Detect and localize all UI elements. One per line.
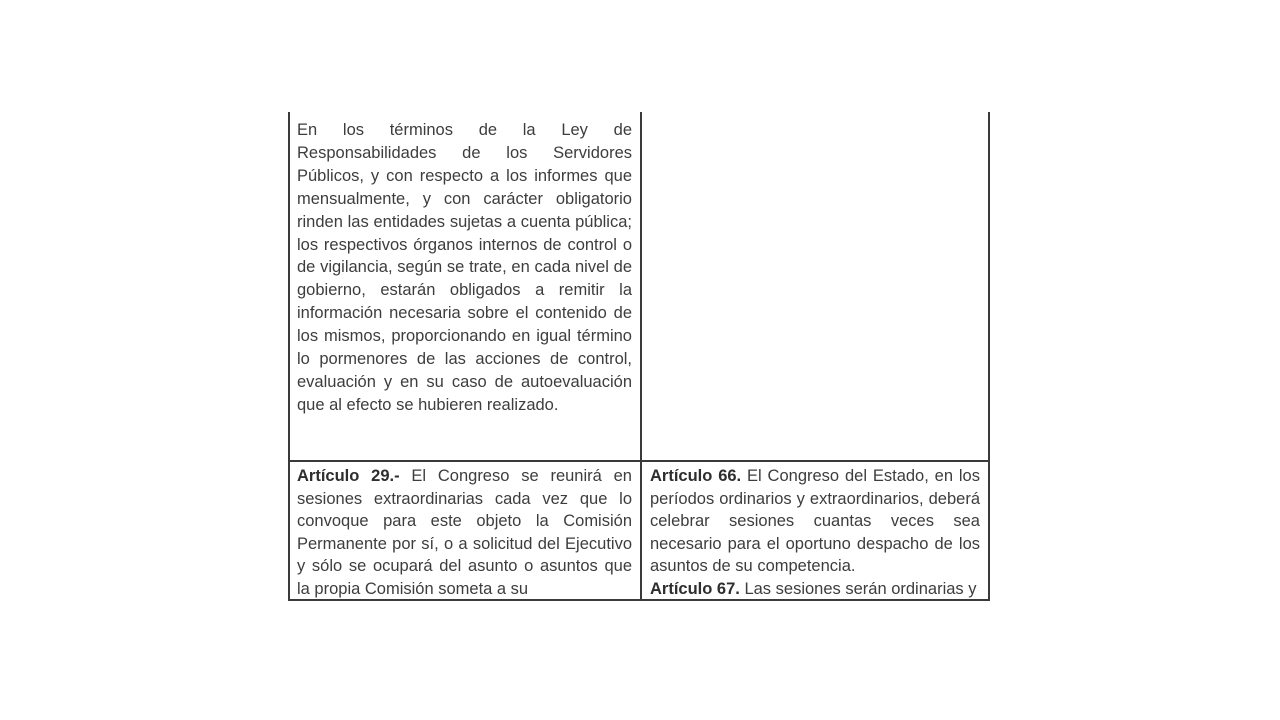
paragraph-articulo-67 [650, 578, 980, 599]
table-cell-right-articulos-66-67 [642, 462, 988, 599]
paragraph-responsabilidades [297, 119, 632, 417]
comparison-table [288, 112, 990, 601]
article-label: Artículo 29.- [297, 467, 400, 485]
paragraph-body: En los términos de la Ley de Responsabilidades de los Servidores Públicos, y con respecto a los informes que mensualmente, y con carácter obligatorio rinden las entidades sujetas a cuenta pública; los respectivos órganos internos de control o de vigilancia, según se trate, en cada nivel de gobierno, estarán obligados a remitir la información necesaria sobre el contenido de los mismos, proporcionando en igual término lo pormenores de las acciones de control, evaluación y en su caso de autoevaluación que al efecto se hubieren realizado. [297, 121, 632, 414]
paragraph-articulo-66 [650, 465, 980, 578]
article-label: Artículo 66. [650, 467, 742, 485]
table-row [290, 112, 988, 462]
table-cell-left-articulo-29 [290, 462, 642, 599]
table-row [290, 462, 988, 599]
paragraph-body: El Congreso del Estado, en los períodos ordinarios y extraordinarios, deberá celebrar sesiones cuantas veces sea necesario para el oportuno despacho de los asuntos de su competencia. [650, 467, 980, 576]
table-cell-right-empty [642, 112, 988, 460]
paragraph-body: Las sesiones serán ordinarias y [744, 579, 977, 598]
paragraph-body: El Congreso se reunirá en sesiones extraordinarias cada vez que lo convoque para este objeto la Comisión Permanente por sí, o a solicitud del Ejecutivo y sólo se ocupará del asunto o asuntos que la propia Comisión someta a su [297, 467, 632, 598]
paragraph-articulo-29 [297, 465, 632, 599]
article-label: Artículo 67. [650, 579, 740, 598]
table-cell-left-responsabilidades [290, 112, 642, 460]
